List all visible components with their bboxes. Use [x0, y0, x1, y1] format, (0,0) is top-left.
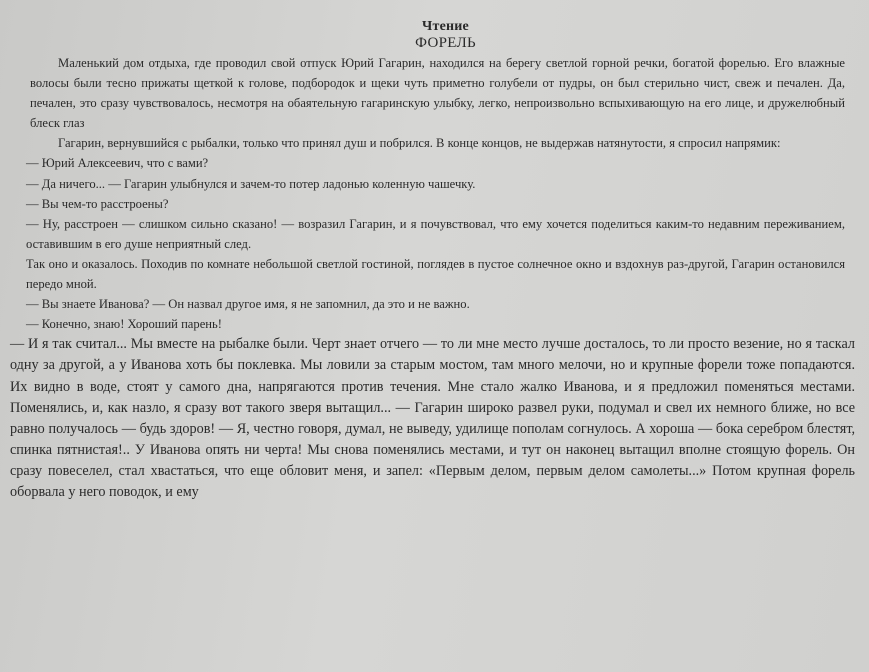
dialogue-line: — Юрий Алексеевич, что с вами? [26, 156, 209, 171]
paragraph: Гагарин, вернувшийся с рыбалки, только что принял душ и побрился. В конце концов, не выдержав натянутости, я спросил напрямик: [58, 136, 781, 151]
dialogue-line: — И я так считал... Мы вместе на рыбалке были. Черт знает отчего — то ли мне место лучше досталось, то ли просто везение, но я таскал одну за другой, а у Иванова хоть бы поклевка. Мы ловили за старым мостом, там много мелочи, но и крупные форели тоже попадаются. Их видно в воде, стоят у самого дна, напрягаются против течения. Мне стало жалко Иванова, и я предложил поменяться местами. Поменялись, и, как назло, я сразу вот такого зверя вытащил... — Гагарин широко развел руки, подумал и свел их немного ближе, но все равно получалось — будь здоров! — Я, честно говоря, думал, не выведу, удилище пополам согнулось. А хороша — бока серебром блестят, спинка пятнистая!.. У Иванова опять ни черта! Мы снова поменялись местами, и тут он наконец вытащил вполне стоящую форель. Он сразу повеселел, стал хвастаться, что еще обловит меня, и запел: «Первым делом, первым делом самолеты...» Потом крупная форель оборвала у него поводок, и ему [10, 336, 855, 500]
dialogue-line: — Ну, расстроен — слишком сильно сказано! — возразил Гагарин, и я почувствовал, что ему хочется поделиться каким-то недавним переживанием, оставившим в его душе неприятный след. [26, 216, 845, 251]
paragraph: Так оно и оказалось. Походив по комнате небольшой светлой гостиной, поглядев в пустое солнечное окно и вздохнув раз-другой, Гагарин остановился передо мной. [26, 256, 845, 292]
section-label: Чтение [422, 19, 469, 34]
document-heading [36, 18, 855, 52]
story-text [10, 53, 855, 503]
dialogue-line: — Вы знаете Иванова? — Он назвал другое имя, я не запомнил, да это и не важно. [26, 297, 470, 312]
story-title: ФОРЕЛЬ [415, 35, 476, 51]
paragraph: Маленький дом отдыха, где проводил свой отпуск Юрий Гагарин, находился на берегу светлой горной речки, богатой форелью. Его влажные волосы были тесно прижаты щеткой к голове, подбородок и щеки чуть приметно голубели от пудры, он был стерильно чист, свеж и печален. Да, печален, это сразу чувствовалось, несмотря на обаятельную гагаринскую улыбку, легко, непроизвольно вспыхивающую на его лице, и дружелюбный блеск глаз [30, 56, 845, 131]
dialogue-line: — Да ничего... — Гагарин улыбнулся и зачем-то потер ладонью коленную чашечку. [26, 176, 476, 191]
dialogue-line: — Вы чем-то расстроены? [26, 196, 169, 211]
dialogue-line: — Конечно, знаю! Хороший парень! [26, 317, 222, 332]
